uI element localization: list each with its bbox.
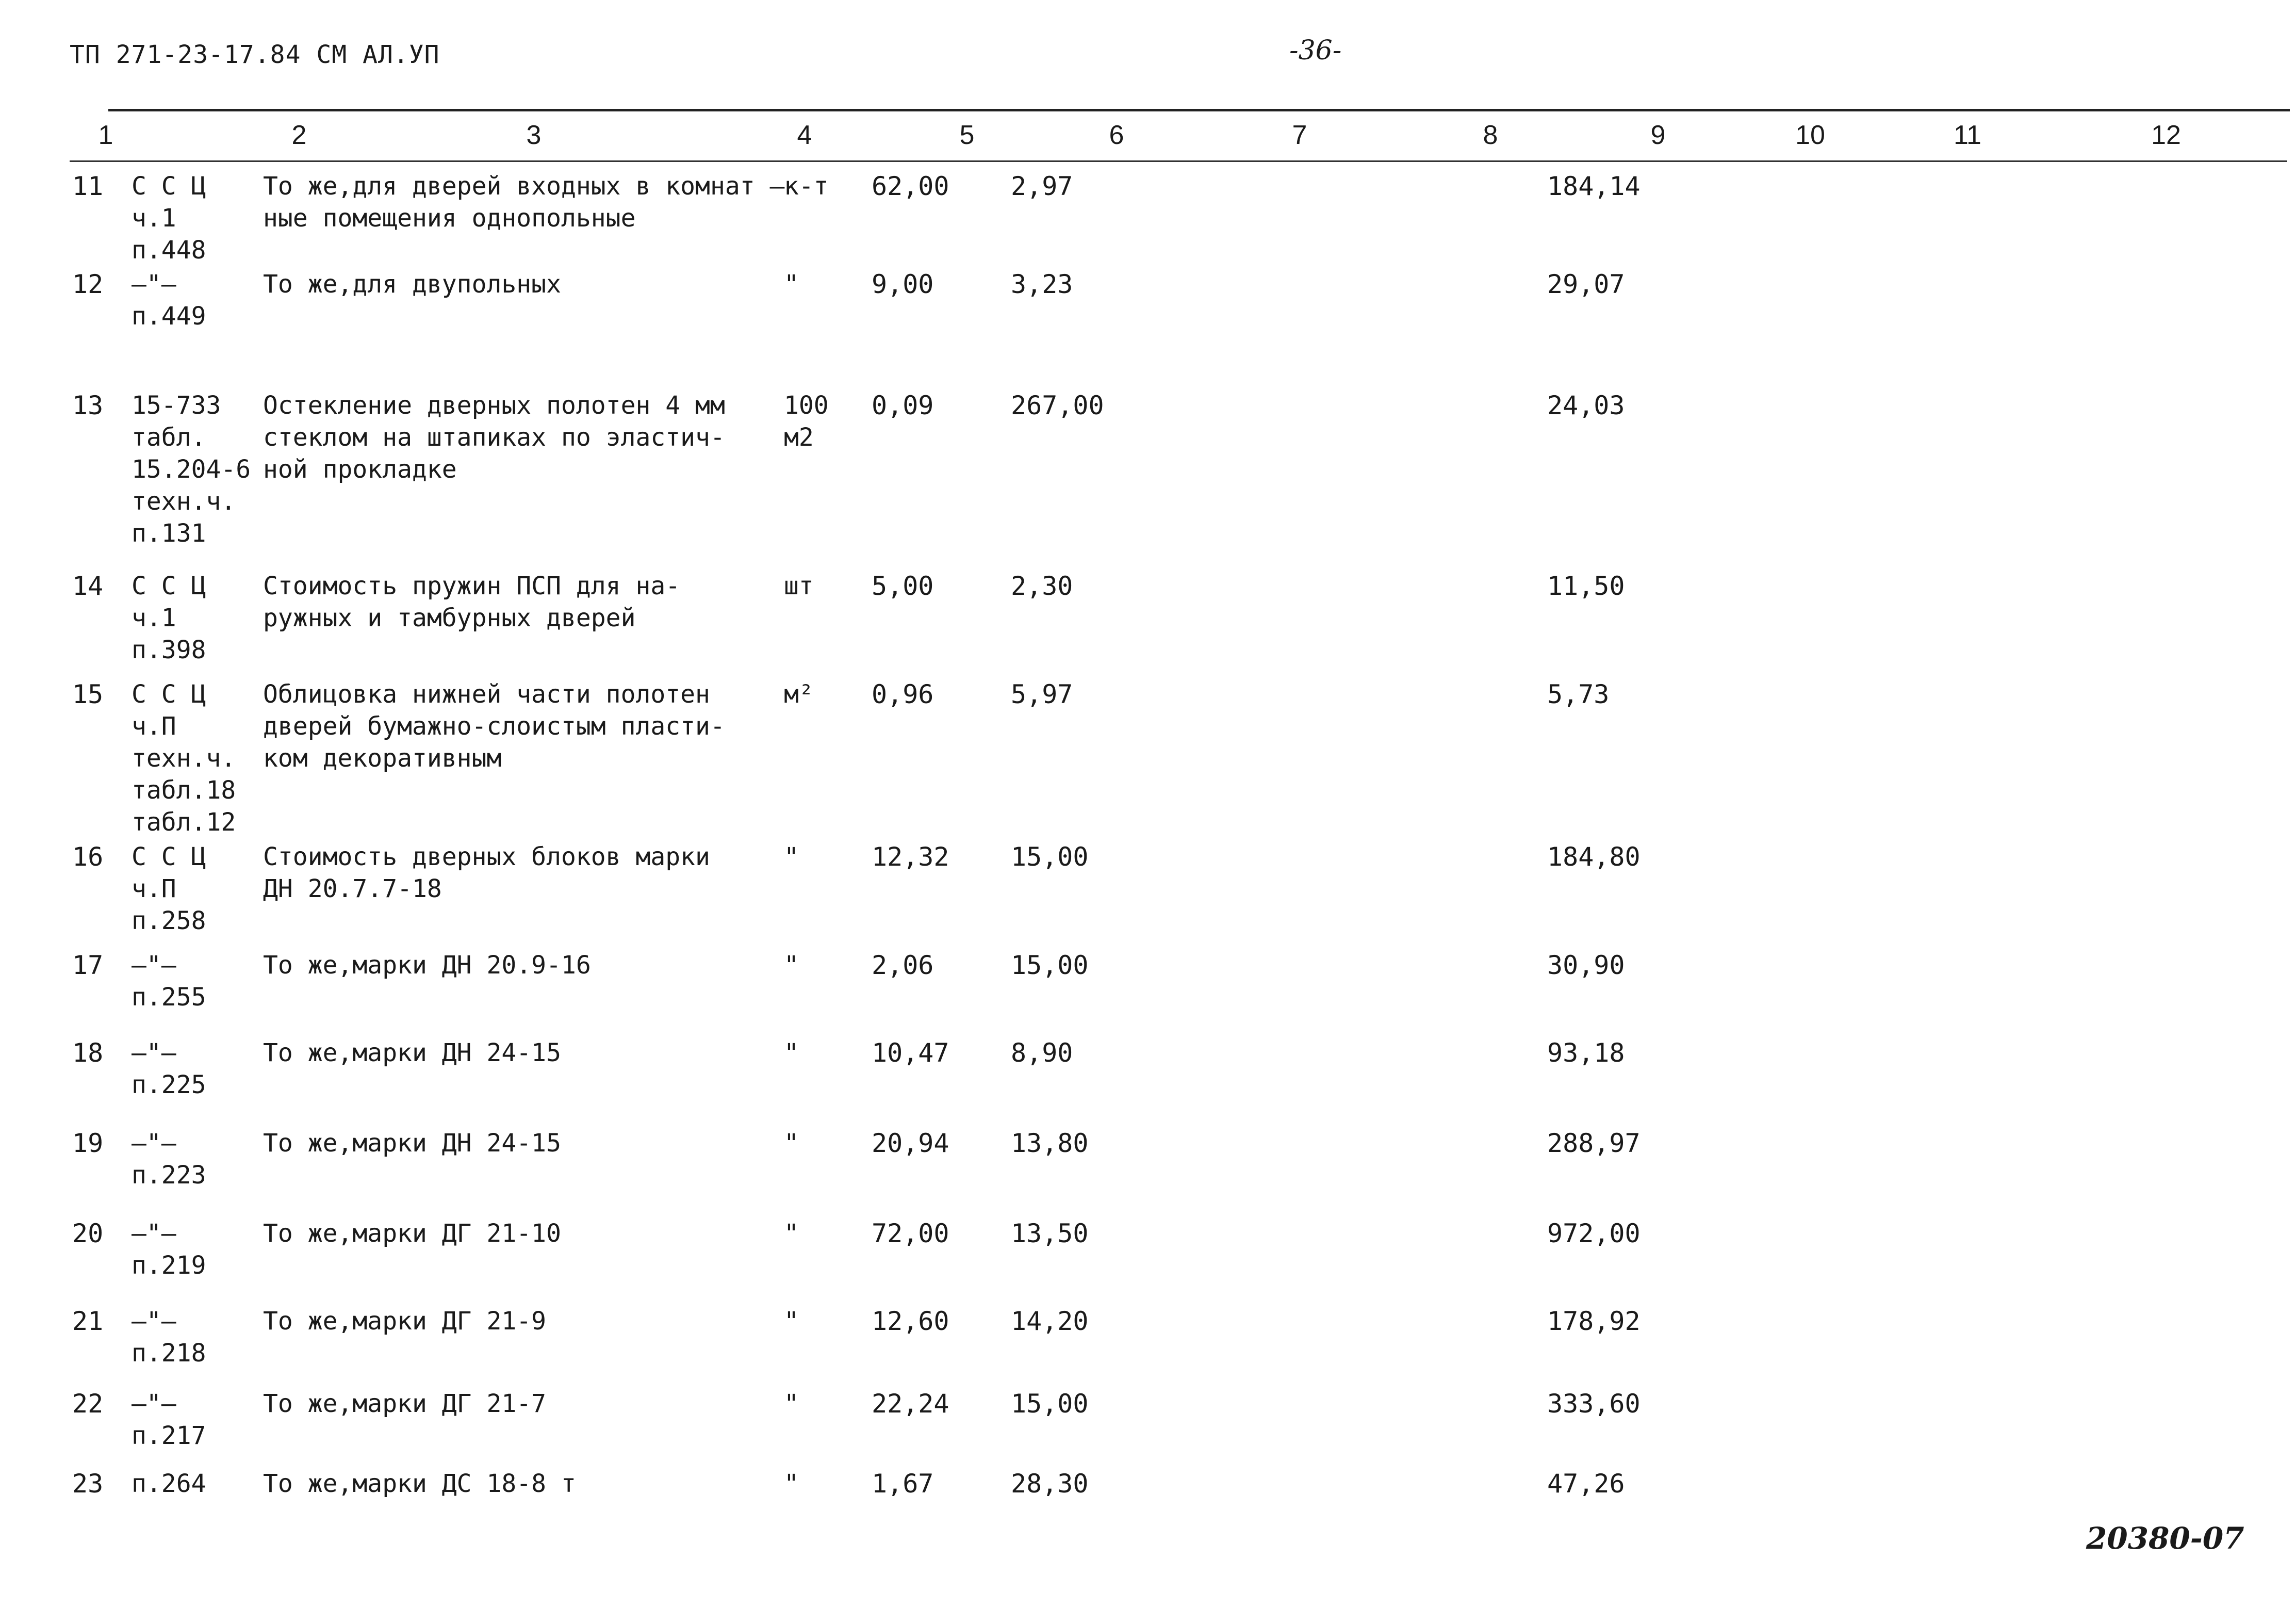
unit-price: 3,23 [1011, 269, 1073, 299]
total-cost: 93,18 [1547, 1038, 1625, 1068]
unit-price: 5,97 [1011, 679, 1073, 709]
column-header: 11 [1954, 120, 1981, 150]
work-description: То же,для двупольных [263, 270, 561, 299]
row-number: 15 [72, 679, 104, 709]
column-header: 5 [959, 120, 975, 150]
quantity: 10,47 [872, 1038, 949, 1068]
unit-price: 13,50 [1011, 1219, 1089, 1248]
reference-code: п.264 [132, 1469, 206, 1498]
column-header: 8 [1483, 120, 1498, 150]
unit-price: 14,20 [1011, 1306, 1089, 1336]
quantity: 9,00 [872, 269, 934, 299]
unit: " [784, 1469, 799, 1498]
row-number: 11 [72, 171, 104, 201]
total-cost: 178,92 [1547, 1306, 1641, 1336]
work-description: То же,марки ДГ 21-7 [263, 1389, 547, 1418]
reference-code: —"— п.219 [132, 1219, 206, 1280]
table-top-rule [108, 109, 2290, 111]
row-number: 18 [72, 1038, 104, 1068]
unit-price: 15,00 [1011, 842, 1089, 872]
unit: м² [784, 680, 814, 709]
column-header: 3 [526, 120, 542, 150]
column-header: 12 [2151, 120, 2181, 150]
row-number: 23 [72, 1469, 104, 1499]
work-description: То же,для дверей входных в комнат – ные помещения однопольные [263, 172, 785, 233]
page-number: -36- [1289, 35, 1342, 66]
unit: к-т [784, 172, 829, 201]
unit-price: 13,80 [1011, 1128, 1089, 1158]
reference-code: 15-733 табл. 15.204-6 техн.ч. п.131 [132, 391, 251, 548]
quantity: 62,00 [872, 171, 949, 201]
work-description: То же,марки ДГ 21-10 [263, 1219, 561, 1248]
total-cost: 11,50 [1547, 571, 1625, 601]
quantity: 5,00 [872, 571, 934, 601]
total-cost: 333,60 [1547, 1389, 1641, 1419]
quantity: 0,96 [872, 679, 934, 709]
row-number: 12 [72, 269, 104, 299]
unit: " [784, 1038, 799, 1067]
work-description: То же,марки ДС 18-8 т [263, 1469, 576, 1498]
column-header: 2 [291, 120, 307, 150]
unit-price: 2,97 [1011, 171, 1073, 201]
work-description: Облицовка нижней части полотен дверей бумажно-слоистым пласти- ком декоративным [263, 680, 725, 773]
unit-price: 2,30 [1011, 571, 1073, 601]
unit: " [784, 951, 799, 980]
unit-price: 267,00 [1011, 391, 1104, 420]
total-cost: 30,90 [1547, 950, 1625, 980]
work-description: То же,марки ДГ 21-9 [263, 1307, 547, 1336]
quantity: 12,60 [872, 1306, 949, 1336]
unit: " [784, 1389, 799, 1418]
column-header: 9 [1650, 120, 1666, 150]
unit: " [784, 1129, 799, 1158]
reference-code: —"— п.449 [132, 270, 206, 331]
quantity: 20,94 [872, 1128, 949, 1158]
total-cost: 972,00 [1547, 1219, 1641, 1248]
quantity: 72,00 [872, 1219, 949, 1248]
unit-price: 15,00 [1011, 1389, 1089, 1419]
unit: шт [784, 572, 814, 600]
row-number: 22 [72, 1389, 104, 1419]
unit: " [784, 842, 799, 871]
table-header-rule [70, 160, 2287, 162]
row-number: 13 [72, 391, 104, 420]
work-description: Остекление дверных полотен 4 мм стеклом на штапиках по эластич- ной прокладке [263, 391, 725, 484]
total-cost: 5,73 [1547, 679, 1610, 709]
reference-code: С С Ц ч.П техн.ч. табл.18 табл.12 [132, 680, 236, 837]
unit: " [784, 1307, 799, 1336]
quantity: 2,06 [872, 950, 934, 980]
unit: 100 м2 [784, 391, 829, 452]
quantity: 22,24 [872, 1389, 949, 1419]
document-code: ТП 271-23-17.84 СМ АЛ.УП [70, 40, 440, 69]
row-number: 14 [72, 571, 104, 601]
total-cost: 47,26 [1547, 1469, 1625, 1499]
reference-code: —"— п.218 [132, 1307, 206, 1368]
total-cost: 288,97 [1547, 1128, 1641, 1158]
unit: " [784, 270, 799, 299]
row-number: 16 [72, 842, 104, 872]
total-cost: 184,14 [1547, 171, 1641, 201]
reference-code: —"— п.217 [132, 1389, 206, 1450]
unit-price: 28,30 [1011, 1469, 1089, 1499]
column-header: 10 [1795, 120, 1825, 150]
row-number: 17 [72, 950, 104, 980]
reference-code: С С Ц ч.П п.258 [132, 842, 206, 935]
total-cost: 29,07 [1547, 269, 1625, 299]
work-description: То же,марки ДН 24-15 [263, 1129, 561, 1158]
unit: " [784, 1219, 799, 1248]
total-cost: 24,03 [1547, 391, 1625, 420]
work-description: То же,марки ДН 20.9-16 [263, 951, 591, 980]
work-description: То же,марки ДН 24-15 [263, 1038, 561, 1067]
quantity: 0,09 [872, 391, 934, 420]
quantity: 12,32 [872, 842, 949, 872]
unit-price: 15,00 [1011, 950, 1089, 980]
quantity: 1,67 [872, 1469, 934, 1499]
reference-code: С С Ц ч.1 п.448 [132, 172, 206, 265]
reference-code: —"— п.255 [132, 951, 206, 1012]
archive-stamp: 20380-07 [2086, 1521, 2244, 1556]
row-number: 19 [72, 1128, 104, 1158]
row-number: 20 [72, 1219, 104, 1248]
row-number: 21 [72, 1306, 104, 1336]
work-description: Стоимость дверных блоков марки ДН 20.7.7-18 [263, 842, 710, 903]
unit-price: 8,90 [1011, 1038, 1073, 1068]
work-description: Стоимость пружин ПСП для на- ружных и тамбурных дверей [263, 572, 681, 632]
reference-code: —"— п.225 [132, 1038, 206, 1099]
column-header: 6 [1109, 120, 1124, 150]
reference-code: —"— п.223 [132, 1129, 206, 1190]
reference-code: С С Ц ч.1 п.398 [132, 572, 206, 664]
column-header: 1 [98, 120, 113, 150]
column-header: 4 [797, 120, 812, 150]
column-header: 7 [1292, 120, 1307, 150]
total-cost: 184,80 [1547, 842, 1641, 872]
